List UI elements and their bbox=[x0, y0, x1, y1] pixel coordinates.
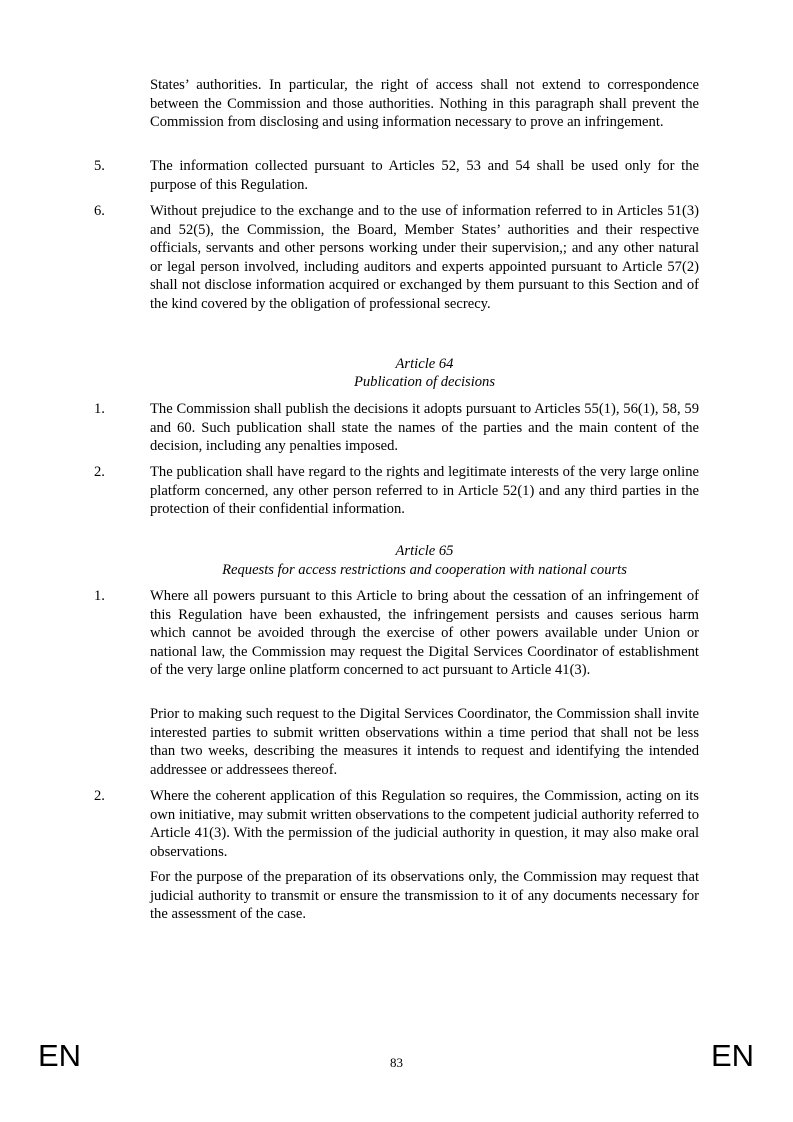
article-65-item-text-2: Where the coherent application of this Regulation so requires, the Commission, acting on its own initiative, may submit written observations to the competent judicial authority referred to Article 41(3). With the permission of the judicial authority in question, it may also make oral observations. bbox=[150, 788, 699, 860]
article-64-item-text-1: The Commission shall publish the decisions it adopts pursuant to Articles 55(1), 56(1), 58, 59 and 60. Such publication shall state the names of the parties and the main content of the decision, including any penalties imposed. bbox=[150, 401, 699, 454]
language-code-right: EN bbox=[711, 1038, 755, 1073]
intro-paragraph: States’ authorities. In particular, the right of access shall not extend to correspondence between the Commission and those authorities. Nothing in this paragraph shall prevent the Commission from disclosing and using information necessary to prove an infringement. bbox=[150, 77, 699, 130]
article-65-item-continuation-2: For the purpose of the preparation of its observations only, the Commission may request that judicial authority to transmit or ensure the transmission to it of any documents necessary for the assessment of the case. bbox=[150, 869, 699, 922]
page-number: 83 bbox=[390, 1055, 403, 1070]
item-number-6: 6. bbox=[94, 203, 105, 219]
article-65-title: Article 65 bbox=[395, 543, 454, 559]
item-text-6: Without prejudice to the exchange and to the use of information referred to in Articles 51(3) and 52(5), the Commission, the Board, Member States’ authorities and their respective officials, servants and other persons working under their supervision,; and any other natural or legal person involved, including auditors and experts appointed pursuant to Article 57(2) shall not disclose information acquired or exchanged by them pursuant to this Section and of the kind covered by the obligation of professional secrecy. bbox=[150, 203, 699, 312]
article-65-item-text-1: Where all powers pursuant to this Article to bring about the cessation of an infringement of this Regulation have been exhausted, the infringement persists and causes serious harm which cannot be avoided through the exercise of other powers available under Union or national law, the Commission may request the Digital Services Coordinator of establishment of the very large online platform concerned to act pursuant to Article 41(3). bbox=[150, 588, 699, 678]
item-number-5: 5. bbox=[94, 158, 105, 174]
article-65-item-number-1: 1. bbox=[94, 588, 105, 604]
article-64-item-number-2: 2. bbox=[94, 464, 105, 480]
item-text-5: The information collected pursuant to Articles 52, 53 and 54 shall be used only for the purpose of this Regulation. bbox=[150, 158, 699, 193]
article-64-subtitle: Publication of decisions bbox=[353, 374, 496, 390]
article-64-item-number-1: 1. bbox=[94, 401, 105, 417]
article-65-subtitle: Requests for access restrictions and cooperation with national courts bbox=[222, 562, 627, 578]
article-64-title: Article 64 bbox=[395, 356, 454, 372]
article-64-item-text-2: The publication shall have regard to the rights and legitimate interests of the very large online platform concerned, any other person referred to in Article 52(1) and any third parties in the protection of their confidential information. bbox=[150, 464, 699, 517]
article-65-item-continuation-1: Prior to making such request to the Digital Services Coordinator, the Commission shall invite interested parties to submit written observations within a time period that shall not be less than two weeks, describing the measures it intends to request and identifying the intended addressee or addressees thereof. bbox=[150, 706, 699, 778]
article-65-item-number-2: 2. bbox=[94, 788, 105, 804]
language-code-left: EN bbox=[38, 1038, 82, 1073]
